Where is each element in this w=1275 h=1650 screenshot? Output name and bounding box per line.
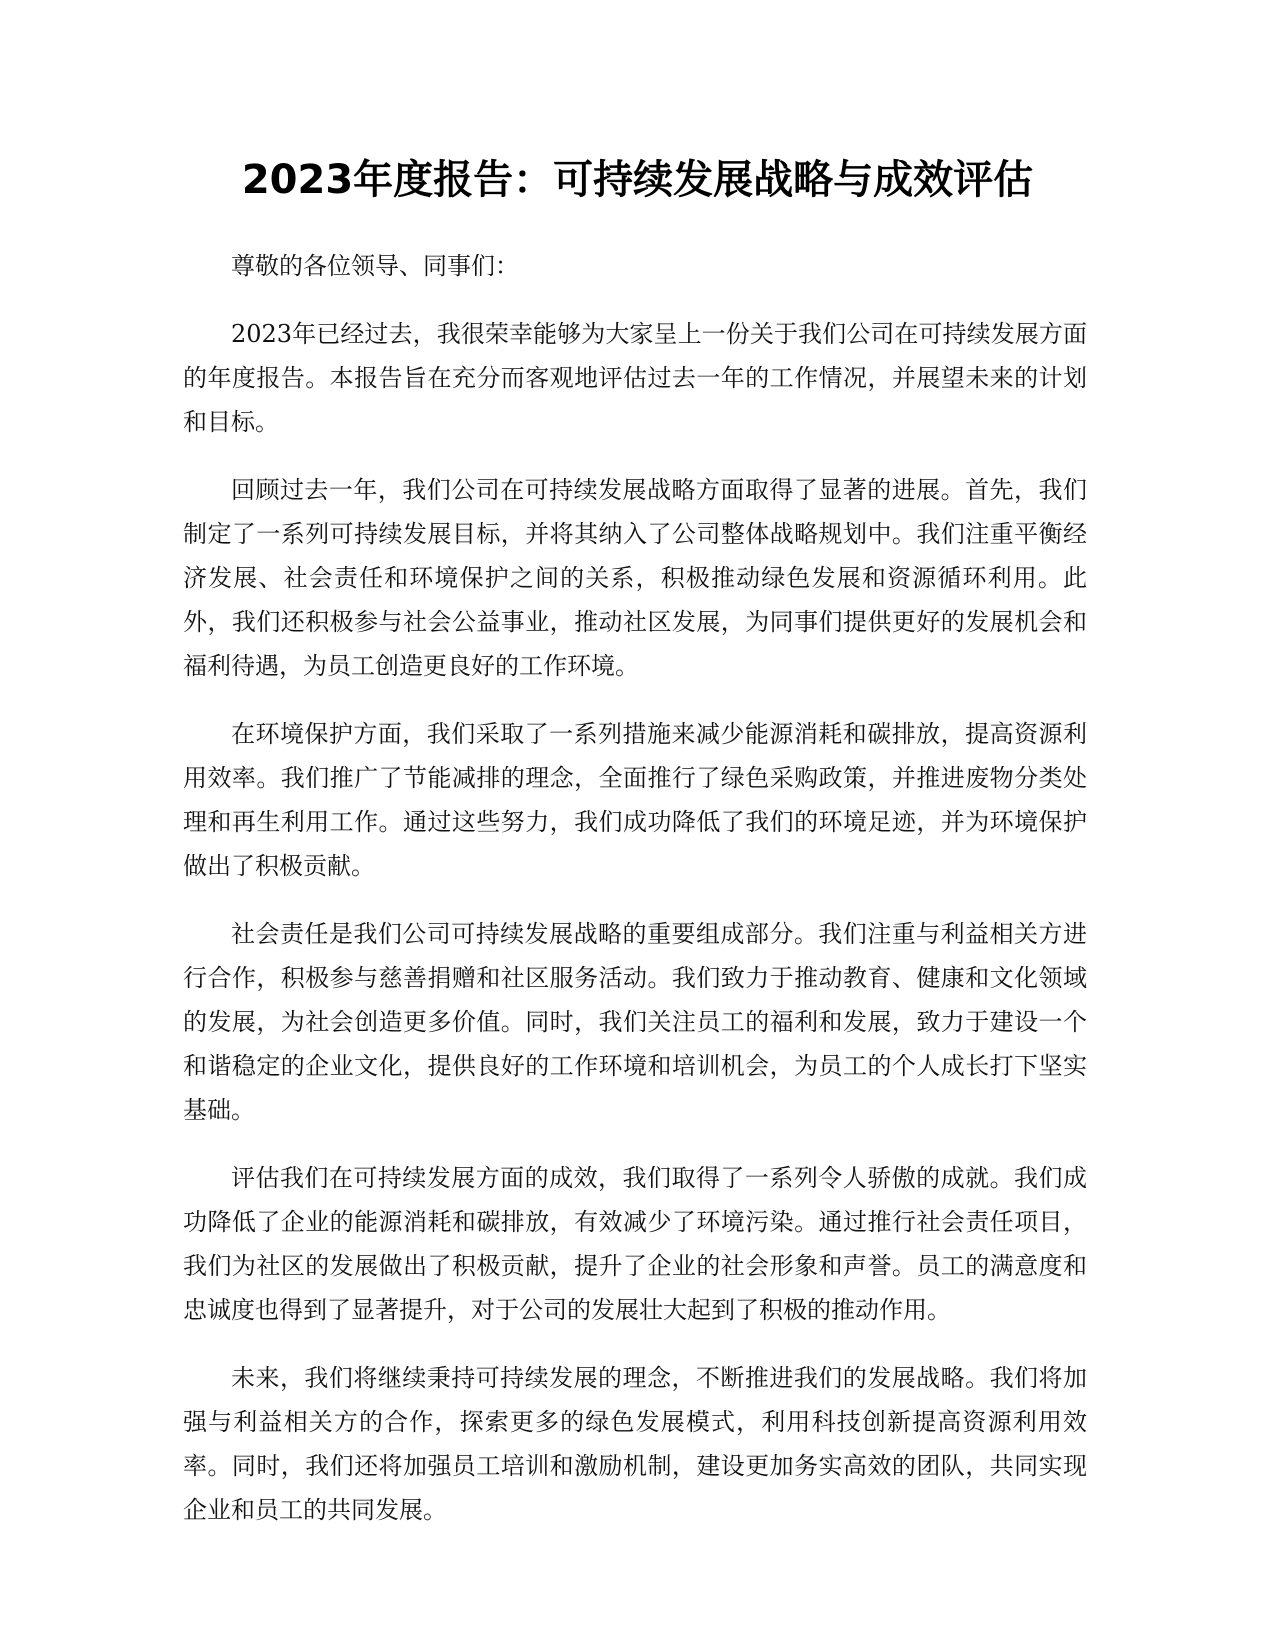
salutation: 尊敬的各位领导、同事们： (231, 252, 519, 280)
paragraph-environment: 在环境保护方面，我们采取了一系列措施来减少能源消耗和碳排放，提高资源利用效率。我们推广了节能减排的理念，全面推行了绿色采购政策，并推进废物分类处理和再生利用工作。通过这些努力，我们成功降低了我们的环境足迹，并为环境保护做出了积极贡献。 (183, 720, 1087, 880)
paragraph-evaluation: 评估我们在可持续发展方面的成效，我们取得了一系列令人骄傲的成就。我们成功降低了企业的能源消耗和碳排放，有效减少了环境污染。通过推行社会责任项目，我们为社区的发展做出了积极贡献，提升了企业的社会形象和声誉。员工的满意度和忠诚度也得到了显著提升，对于公司的发展壮大起到了积极的推动作用。 (183, 1164, 1087, 1324)
paragraph-future: 未来，我们将继续秉持可持续发展的理念，不断推进我们的发展战略。我们将加强与利益相关方的合作，探索更多的绿色发展模式，利用科技创新提高资源利用效率。同时，我们还将加强员工培训和激励机制，建设更加务实高效的团队，共同实现企业和员工的共同发展。 (183, 1364, 1087, 1524)
paragraph-intro: 2023年已经过去，我很荣幸能够为大家呈上一份关于我们公司在可持续发展方面的年度报告。本报告旨在充分而客观地评估过去一年的工作情况，并展望未来的计划和目标。 (183, 320, 1087, 436)
document-body (183, 244, 1087, 1556)
paragraph-social-responsibility: 社会责任是我们公司可持续发展战略的重要组成部分。我们注重与利益相关方进行合作，积极参与慈善捐赠和社区服务活动。我们致力于推动教育、健康和文化领域的发展，为社会创造更多价值。同时，我们关注员工的福利和发展，致力于建设一个和谐稳定的企业文化，提供良好的工作环境和培训机会，为员工的个人成长打下坚实基础。 (183, 920, 1087, 1124)
document-title: 2023年度报告：可持续发展战略与成效评估 (241, 157, 1034, 203)
paragraph-review: 回顾过去一年，我们公司在可持续发展战略方面取得了显著的进展。首先，我们制定了一系列可持续发展目标，并将其纳入了公司整体战略规划中。我们注重平衡经济发展、社会责任和环境保护之间的关系，积极推动绿色发展和资源循环利用。此外，我们还积极参与社会公益事业，推动社区发展，为同事们提供更好的发展机会和福利待遇，为员工创造更良好的工作环境。 (183, 476, 1087, 680)
